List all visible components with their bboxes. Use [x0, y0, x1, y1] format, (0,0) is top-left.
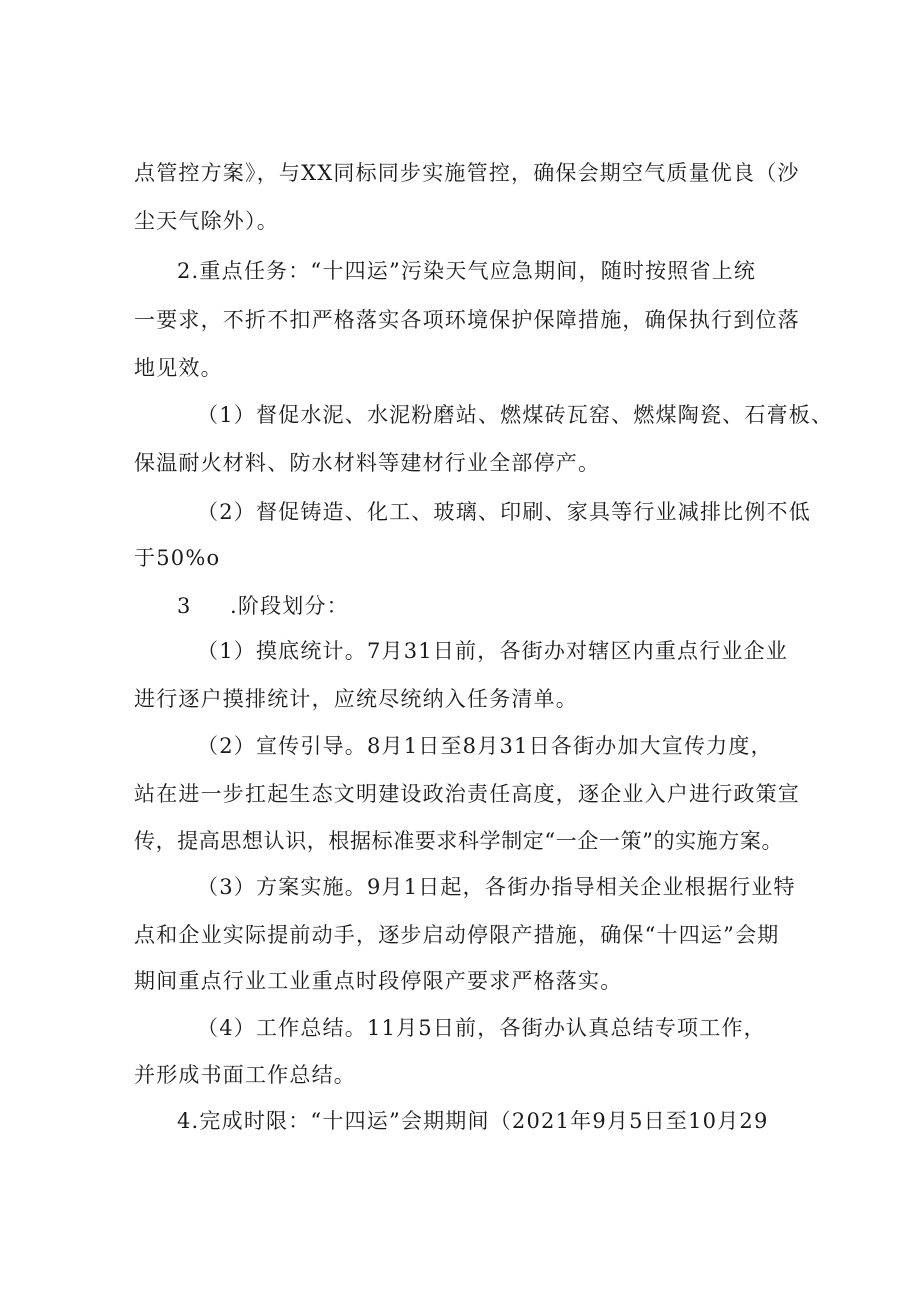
paragraph-9-line-1: （4）工作总结。11月5日前，各街办认真总结专项工作， — [197, 1016, 766, 1040]
paragraph-6-line-1: （1）摸底统计。7月31日前，各街办对辖区内重点行业企业 — [197, 639, 789, 663]
paragraph-3-line-2: 保温耐火材料、防水材料等建材行业全部停产。 — [134, 451, 601, 475]
paragraph-7-line-2: 站在进一步扛起生态文明建设政治责任高度，逐企业入户进行政策宣 — [134, 782, 800, 806]
paragraph-7-line-1: （2）宣传引导。8月1日至8月31日各街办加大宣传力度， — [197, 734, 773, 758]
paragraph-1-line-2: 尘天气除外）。 — [134, 209, 279, 233]
paragraph-8-line-1: （3）方案实施。9月1日起，各街办指导相关企业根据行业特 — [197, 875, 796, 899]
paragraph-10-line-1: 4.完成时限：“十四运”会期期间（2021年9月5日至10月29 — [177, 1109, 769, 1133]
paragraph-3-line-1: （1）督促水泥、水泥粉磨站、燃煤砖瓦窑、燃煤陶瓷、石膏板、 — [197, 403, 834, 427]
paragraph-1-line-1: 点管控方案》，与XX同标同步实施管控，确保会期空气质量优良（沙 — [134, 161, 800, 185]
paragraph-2-line-1: 2.重点任务：“十四运”污染天气应急期间，随时按照省上统 — [177, 259, 757, 283]
paragraph-9-line-2: 并形成书面工作总结。 — [134, 1063, 356, 1087]
paragraph-8-line-2: 点和企业实际提前动手，逐步启动停限产措施，确保“十四运”会期 — [134, 923, 780, 947]
paragraph-5-text: .阶段划分： — [230, 594, 349, 618]
paragraph-2-line-2: 一要求，不折不扣严格落实各项环境保护保障措施，确保执行到位落 — [134, 308, 800, 332]
paragraph-7-line-3: 传，提高思想认识，根据标准要求科学制定“一企一策”的实施方案。 — [134, 829, 784, 853]
paragraph-8-line-3: 期间重点行业工业重点时段停限产要求严格落实。 — [134, 969, 623, 993]
paragraph-2-line-3: 地见效。 — [134, 356, 223, 380]
paragraph-5-number: 3 — [177, 594, 192, 618]
paragraph-4-line-1: （2）督促铸造、化工、玻璃、印刷、家具等行业减排比例不低 — [197, 500, 811, 524]
paragraph-6-line-2: 进行逐户摸排统计，应统尽统纳入任务清单。 — [134, 687, 578, 711]
paragraph-4-line-2: 于50%o — [134, 546, 221, 570]
